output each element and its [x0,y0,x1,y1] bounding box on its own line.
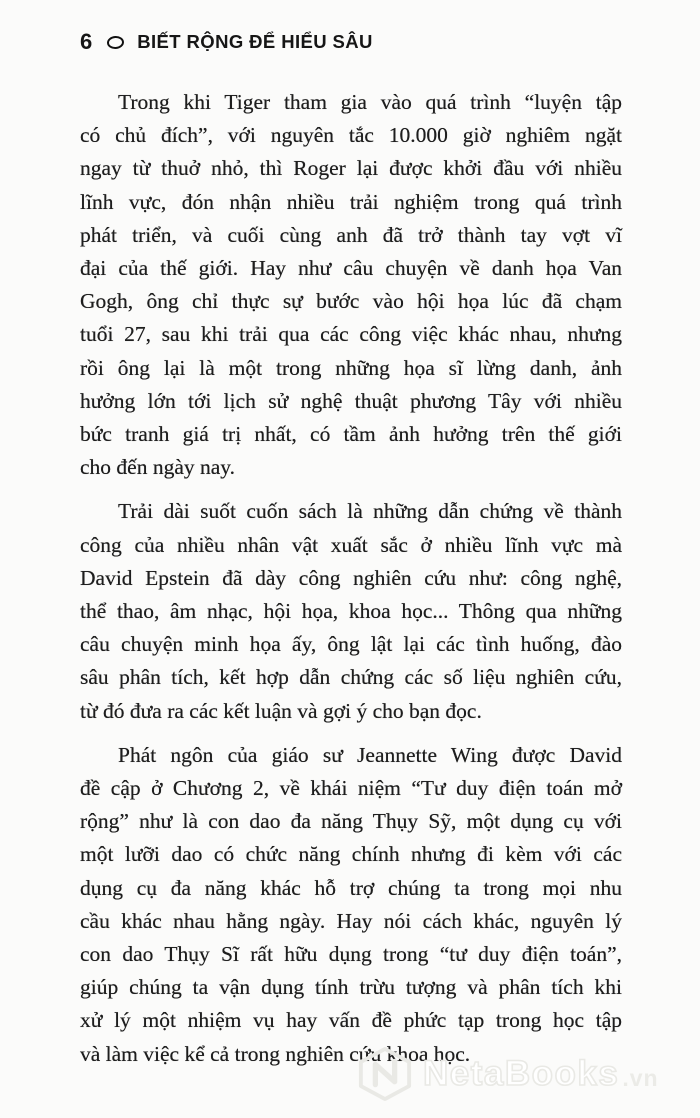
netabooks-hexagon-logo [356,1046,414,1102]
text-line: rộng” như là con dao đa năng Thụy Sỹ, một dụng cụ với [80,809,622,834]
text-line: ngay từ thuở nhỏ, thì Roger lại được khởi đầu với nhiều [80,156,622,181]
text-line: Phát ngôn của giáo sư Jeannette Wing được David [118,742,622,767]
paragraph [80,86,622,484]
watermark-suffix: .vn [622,1064,659,1091]
text-line: và làm việc kể cả trong nghiên cứu khoa học. [80,1041,471,1066]
text-line: David Epstein đã dày công nghiên cứu như: công nghệ, [80,565,622,590]
paragraph [80,495,622,727]
text-line: rồi ông lại là một trong những họa sĩ lừng danh, ảnh [80,355,622,380]
text-line: Gogh, ông chỉ thực sự bước vào hội họa lúc đã chạm [80,289,622,314]
text-line: hưởng lớn tới lịch sử nghệ thuật phương Tây với nhiều [80,388,622,413]
text-line: tuổi 27, sau khi trải qua các công việc khác nhau, nhưng [80,322,622,347]
text-line: bức tranh giá trị nhất, có tầm ảnh hưởng trên thế giới [80,422,622,447]
text-line: có chủ đích”, với nguyên tắc 10.000 giờ nghiêm ngặt [80,123,622,148]
text-line: cầu khác nhau hằng ngày. Hay nói cách khác, nguyên lý [80,908,622,933]
text-line: lĩnh vực, đón nhận nhiều trải nghiệm trong quá trình [80,189,622,214]
text-line: xử lý một nhiệm vụ hay vấn đề phức tạp trong học tập [80,1008,622,1033]
page-body [80,86,622,1082]
text-line: dụng cụ đa năng khác hỗ trợ chúng ta trong mọi nhu [80,875,622,900]
page-header [80,31,373,53]
text-line: từ đó đưa ra các kết luận và gợi ý cho bạn đọc. [80,698,482,723]
text-line: con dao Thụy Sĩ rất hữu dụng trong “tư duy điện toán”, [80,942,622,967]
oval-ornament-icon [107,35,125,49]
paragraph [80,739,622,1071]
text-line: đề cập ở Chương 2, về khái niệm “Tư duy điện toán mở [80,776,622,801]
text-line: Trải dài suốt cuốn sách là những dẫn chứng về thành [118,499,622,524]
text-line: công của nhiều nhân vật xuất sắc ở nhiều lĩnh vực mà [80,532,622,557]
text-line: một lưỡi dao có chức năng chính nhưng đi kèm với các [80,842,622,867]
text-line: đại của thế giới. Hay như câu chuyện về danh họa Van [80,256,622,281]
watermark-brand: NetaBooks [423,1054,620,1093]
text-line: cho đến ngày nay. [80,455,236,480]
page-number: 6 [80,29,93,54]
text-line: thể thao, âm nhạc, hội họa, khoa học... Thông qua những [80,599,622,624]
text-line: sâu phân tích, kết hợp dẫn chứng các số liệu nghiên cứu, [80,665,622,690]
running-title: BIẾT RỘNG ĐỂ HIỂU SÂU [137,30,373,52]
text-line: phát triển, và cuối cùng anh đã trở thành tay vợt vĩ [80,222,622,247]
netabooks-watermark [356,1046,659,1102]
text-line: câu chuyện minh họa ấy, ông lật lại các tình huống, đào [80,632,622,657]
text-line: Trong khi Tiger tham gia vào quá trình “luyện tập [118,90,622,114]
text-line: giúp chúng ta vận dụng tính trừu tượng và phân tích khi [80,975,622,1000]
